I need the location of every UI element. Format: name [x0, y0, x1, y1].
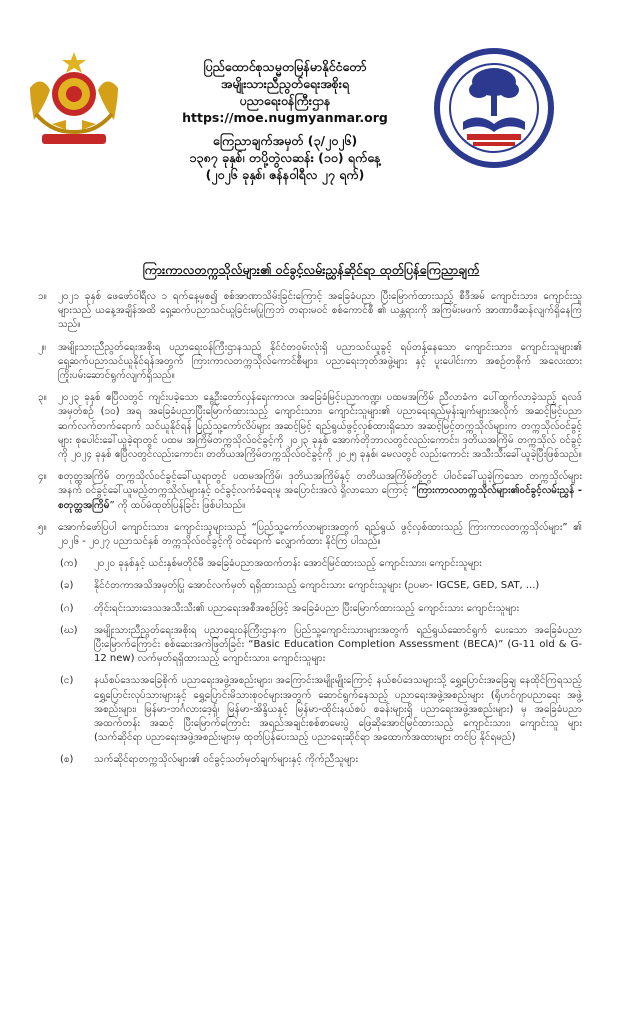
ministry-seal-icon [433, 48, 555, 168]
notice-body [38, 290, 582, 776]
notice-number: ကြေညာချက်အမှတ် (၃/၂၀၂၆) [212, 133, 358, 148]
state-emblem-icon [26, 50, 122, 150]
notice-title: ကြားကာလတက္ကသိုလ်များ၏ ဝင်ခွင့်လမ်းညွှန်ဆိုင်ရာ ထုတ်ပြန်ကြေညာချက် [142, 262, 480, 277]
item-marker: (င) [60, 675, 74, 687]
item-text: နယ်စပ်ဒေသအခြေစိုက် ပညာရေးအဖွဲ့အစည်းများ၊ အကြောင်းအမျိုးမျိုးကြောင့် နယ်စပ်ဒေသများသို့ ရွှေ့ပြောင်းအခြေချ နေထိုင်ကြရသည့် ရွှေ့ပြောင်းလုပ်သားများနှင့် ရွှေ့ပြောင်းမိသားစုဝင်များအတွက် ဆောင်ရွက်နေသည့် ပညာရေးအဖွဲ့အစည်းများ (ရိုဟင်ဂျာပညာရေး အဖွဲ့အစည်းများ၊ မြန်မာ-ဘင်္ဂလားဒေ့ရှ်၊ မြန်မာ-အိန္ဒိယနှင့် မြန်မာ-ထိုင်းနယ်စပ် စခန်းများရှိ ပညာရေးအဖွဲ့အစည်းများ) မှ အခြေခံပညာ အထက်တန်း အဆင့် ပြီးမြောက်ကြောင်း အရည်အချင်းစစ်စာမေးပွဲ ဖြေဆိုအောင်မြင်ထားသည့် ကျောင်းသား၊ ကျောင်းသူ များ (သက်ဆိုင်ရာ ပညာရေးအဖွဲ့အစည်းများမှ ထုတ်ပြန်ပေးသည့် ပညာရေးဆိုင်ရာ အထောက်အထားများ တင်ပြ နိုင်ရမည်) [94, 675, 582, 744]
paragraph-4 [38, 470, 582, 513]
item-text: အမျိုးသားညီညွတ်ရေးအစိုးရ ပညာရေးဝန်ကြီးဌာနက ပြည်သူ့ကျောင်းသားများအတွက် ရည်ရွယ်ဆောင်ရွက် ပေးသော အခြေခံပညာပြီးမြောက်ကြောင်း စစ်ဆေးအကဲဖြတ်ခြင်း “Basic Education Completion Assessment (BECA)” (G-11 old & G-12 new) လက်မှတ်ရရှိထားသည့် ကျောင်းသား၊ ကျောင်းသူများ [94, 624, 582, 665]
paragraph-2 [38, 341, 582, 384]
item-text: နိုင်ငံတကာအသိအမှတ်ပြု အောင်လက်မှတ် ရရှိထားသည့် ကျောင်းသား ကျောင်းသူများ (ဥပမာ- IGCSE, GED, SAT, ...) [94, 580, 540, 592]
ministry-name: ပညာရေးဝန်ကြီးဌာန [239, 93, 331, 108]
eligibility-item-sa [38, 753, 582, 767]
paragraph-text: ၂၀၂၃ ခုနှစ် ဧပြီလတွင် ကျင်းပခဲ့သော နွေဦးတော်လှန်ရေးကာလ၊ အခြေခံမြင့်ပညာကဏ္ဍ၊ ပထမအကြိမ် ညီလာခံက ပေါ်ထွက်လာခဲ့သည့် ရလဒ် အမှတ်စဉ် (၁၀) အရ အခြေခံပညာပြီးမြောက်ထားသည့် ကျောင်းသား၊ ကျောင်းသူများ၏ ပညာရေးရည်မှန်းချက်များအလိုက် အဆင့်မြင့်ပညာ ဆက်လက်တက်ရောက် သင်ယူနိုင်ရန် ပြည်သူ့ကော်လိပ်များ အဆင့်မြင့် ရည်ရွယ်ဖွင့်လှစ်ထားရှိသော အဆင့်မြင့်တက္ကသိုလ်များက တက္ကသိုလ်ဝင်ခွင့်များ စုပေါင်းခေါ်ယူခဲ့ရာတွင် ပထမ အကြိမ်တက္ကသိုလ်ဝင်ခွင့်ကို ၂၀၂၃ ခုနှစ် အောက်တိုဘာလတွင်လည်းကောင်း၊ ဒုတိယအကြိမ် တက္ကသိုလ် ဝင်ခွင့်ကို ၂၀၂၄ ခုနှစ် ဧပြီလတွင်လည်းကောင်း၊ တတိယအကြိမ်တက္ကသိုလ်ဝင်ခွင့်ကို ၂၀၂၅ ခုနှစ်၊ မေလတွင် လည်းကောင်း အသီးသီးခေါ်ယူခဲ့ပြီးဖြစ်သည်။ [58, 392, 582, 461]
paragraph-1 [38, 290, 582, 333]
eligibility-item-nga [38, 674, 582, 745]
paragraph-text-before: စတုတ္ထအကြိမ် တက္ကသိုလ်ဝင်ခွင့်ခေါ်ယူရာတွင် ပထမအကြိမ်၊ ဒုတိယအကြိမ်နှင့် တတိယအကြိမ်တို့တွင် ပါဝင်ခေါ်ယူခဲ့ကြသော တက္ကသိုလ်များအနက် ဝင်ခွင့်ခေါ်ယူမည့်တက္ကသိုလ်များနှင့် ဝင်ခွင့်လက်ခံရေးမူ အပြောင်းအလဲ ရှိလာသော ကြောင့် “ [58, 471, 582, 497]
paragraph-number: ၂။ [38, 341, 46, 353]
eligibility-item-kha [38, 579, 582, 593]
item-marker: (က) [60, 558, 78, 570]
paragraph-number: ၅။ [38, 521, 47, 533]
item-marker: (စ) [60, 754, 74, 766]
eligibility-item-ka [38, 557, 582, 571]
gregorian-date: (၂၀၂၆ ခုနှစ်၊ ဇန်နဝါရီလ ၂၇ ရက်) [205, 167, 365, 182]
item-text: သက်ဆိုင်ရာတက္ကသိုလ်များ၏ ဝင်ခွင့်သတ်မှတ်ချက်များနှင့် ကိုက်ညီသူများ [94, 754, 358, 766]
eligibility-item-ga [38, 602, 582, 616]
paragraph-text: ၂၀၂၁ ခုနှစ် ဖေဖော်ဝါရီလ ၁ ရက်နေ့မှစ၍ စစ်အာဏာသိမ်းခြင်းကြောင့် အခြေခံပညာ ပြီးမြောက်ထားသည့် စီဒီအမ် ကျောင်းသား၊ ကျောင်းသူများသည် ယနေ့အချိန်အထိ ရှေ့ဆက်ပညာသင်ယူခြင်းမပြုကြဘဲ တရားမဝင် စစ်ကောင်စီ ၏ ယန္တရားကို အကြမ်းမဖက် အာဏာဖီဆန်လျက်ရှိနေကြသည်။ [58, 291, 582, 331]
country-name: ပြည်ထောင်စုသမ္မတမြန်မာနိုင်ငံတော် [203, 59, 367, 74]
paragraph-text [58, 470, 582, 513]
item-text: တိုင်းရင်းသားဒေသအသီးသီး၏ ပညာရေးအစီအစဉ်ဖြင့် အခြေခံပညာ ပြီးမြောက်ထားသည့် ကျောင်းသား ကျောင်းသူများ [94, 602, 520, 614]
paragraph-number: ၁။ [38, 291, 47, 302]
paragraph-number: ၄။ [38, 471, 47, 483]
myanmar-date: ၁၃၈၇ ခုနှစ်၊ တပို့တွဲလဆန်း (၁၀) ရက်နေ့ [189, 150, 381, 165]
item-marker: (ဂ) [60, 602, 74, 614]
ministry-website: https://moe.nugmyanmar.org [182, 110, 388, 125]
paragraph-3 [38, 391, 582, 462]
paragraph-5 [38, 521, 582, 549]
item-text: ၂၀၂၀ ခုနှစ်နှင့် ယင်းနှစ်မတိုင်မီ အခြေခံပညာအထက်တန်း အောင်မြင်ထားသည့် ကျောင်းသား၊ ကျောင်းသူများ [94, 558, 482, 570]
eligibility-item-gha [38, 624, 582, 667]
paragraph-number: ၃။ [38, 392, 47, 404]
header-block [140, 58, 430, 183]
item-marker: (ဃ) [60, 624, 78, 636]
guide-title-bold: ကြားကာလတက္ကသိုလ်များ၏ဝင်ခွင့်လမ်းညွှန် - စတုတ္ထအကြိမ် [58, 485, 582, 511]
government-name: အမျိုးသားညီညွတ်ရေးအစိုးရ [220, 76, 350, 91]
paragraph-text: အောက်ဖော်ပြပါ ကျောင်းသား၊ ကျောင်းသူများသည် “ပြည်သူ့ကော်လာများအတွက် ရည်ရွယ် ဖွင့်လှစ်ထားသည့် ကြားကာလတက္ကသိုလ်များ” ၏ ၂၀၂၆ - ၂၀၂၇ ပညာသင်နှစ် တက္ကသိုလ်ဝင်ခွင့်ကို ဝင်ရောက် လျှောက်ထား နိုင်ကြ ပါသည်။ [58, 521, 582, 548]
paragraph-text-after: ” ကို ထပ်မံထုတ်ပြန်ခြင်း ဖြစ်ပါသည်။ [109, 499, 246, 511]
paragraph-text: အမျိုးသားညီညွတ်ရေးအစိုးရ ပညာရေးဝန်ကြီးဌာနသည် နိုင်ငံတဝှမ်းလုံးရှိ ပညာသင်ယူခွင့် ရပ်တန့်နေသော ကျောင်းသား၊ ကျောင်းသူများ၏ ရှေ့ဆက်ပညာသင်ယူနိုင်ရန်အတွက် ကြားကာလတက္ကသိုလ်ကောင်စီများ၊ ပညာရေးဘုတ်အဖွဲ့များ နှင့် ပူးပေါင်းကာ အစဉ်တစိုက် အလေးထား ကြိုးပမ်းဆောင်ရွက်လျက်ရှိသည်။ [58, 341, 582, 382]
item-marker: (ခ) [60, 580, 74, 592]
